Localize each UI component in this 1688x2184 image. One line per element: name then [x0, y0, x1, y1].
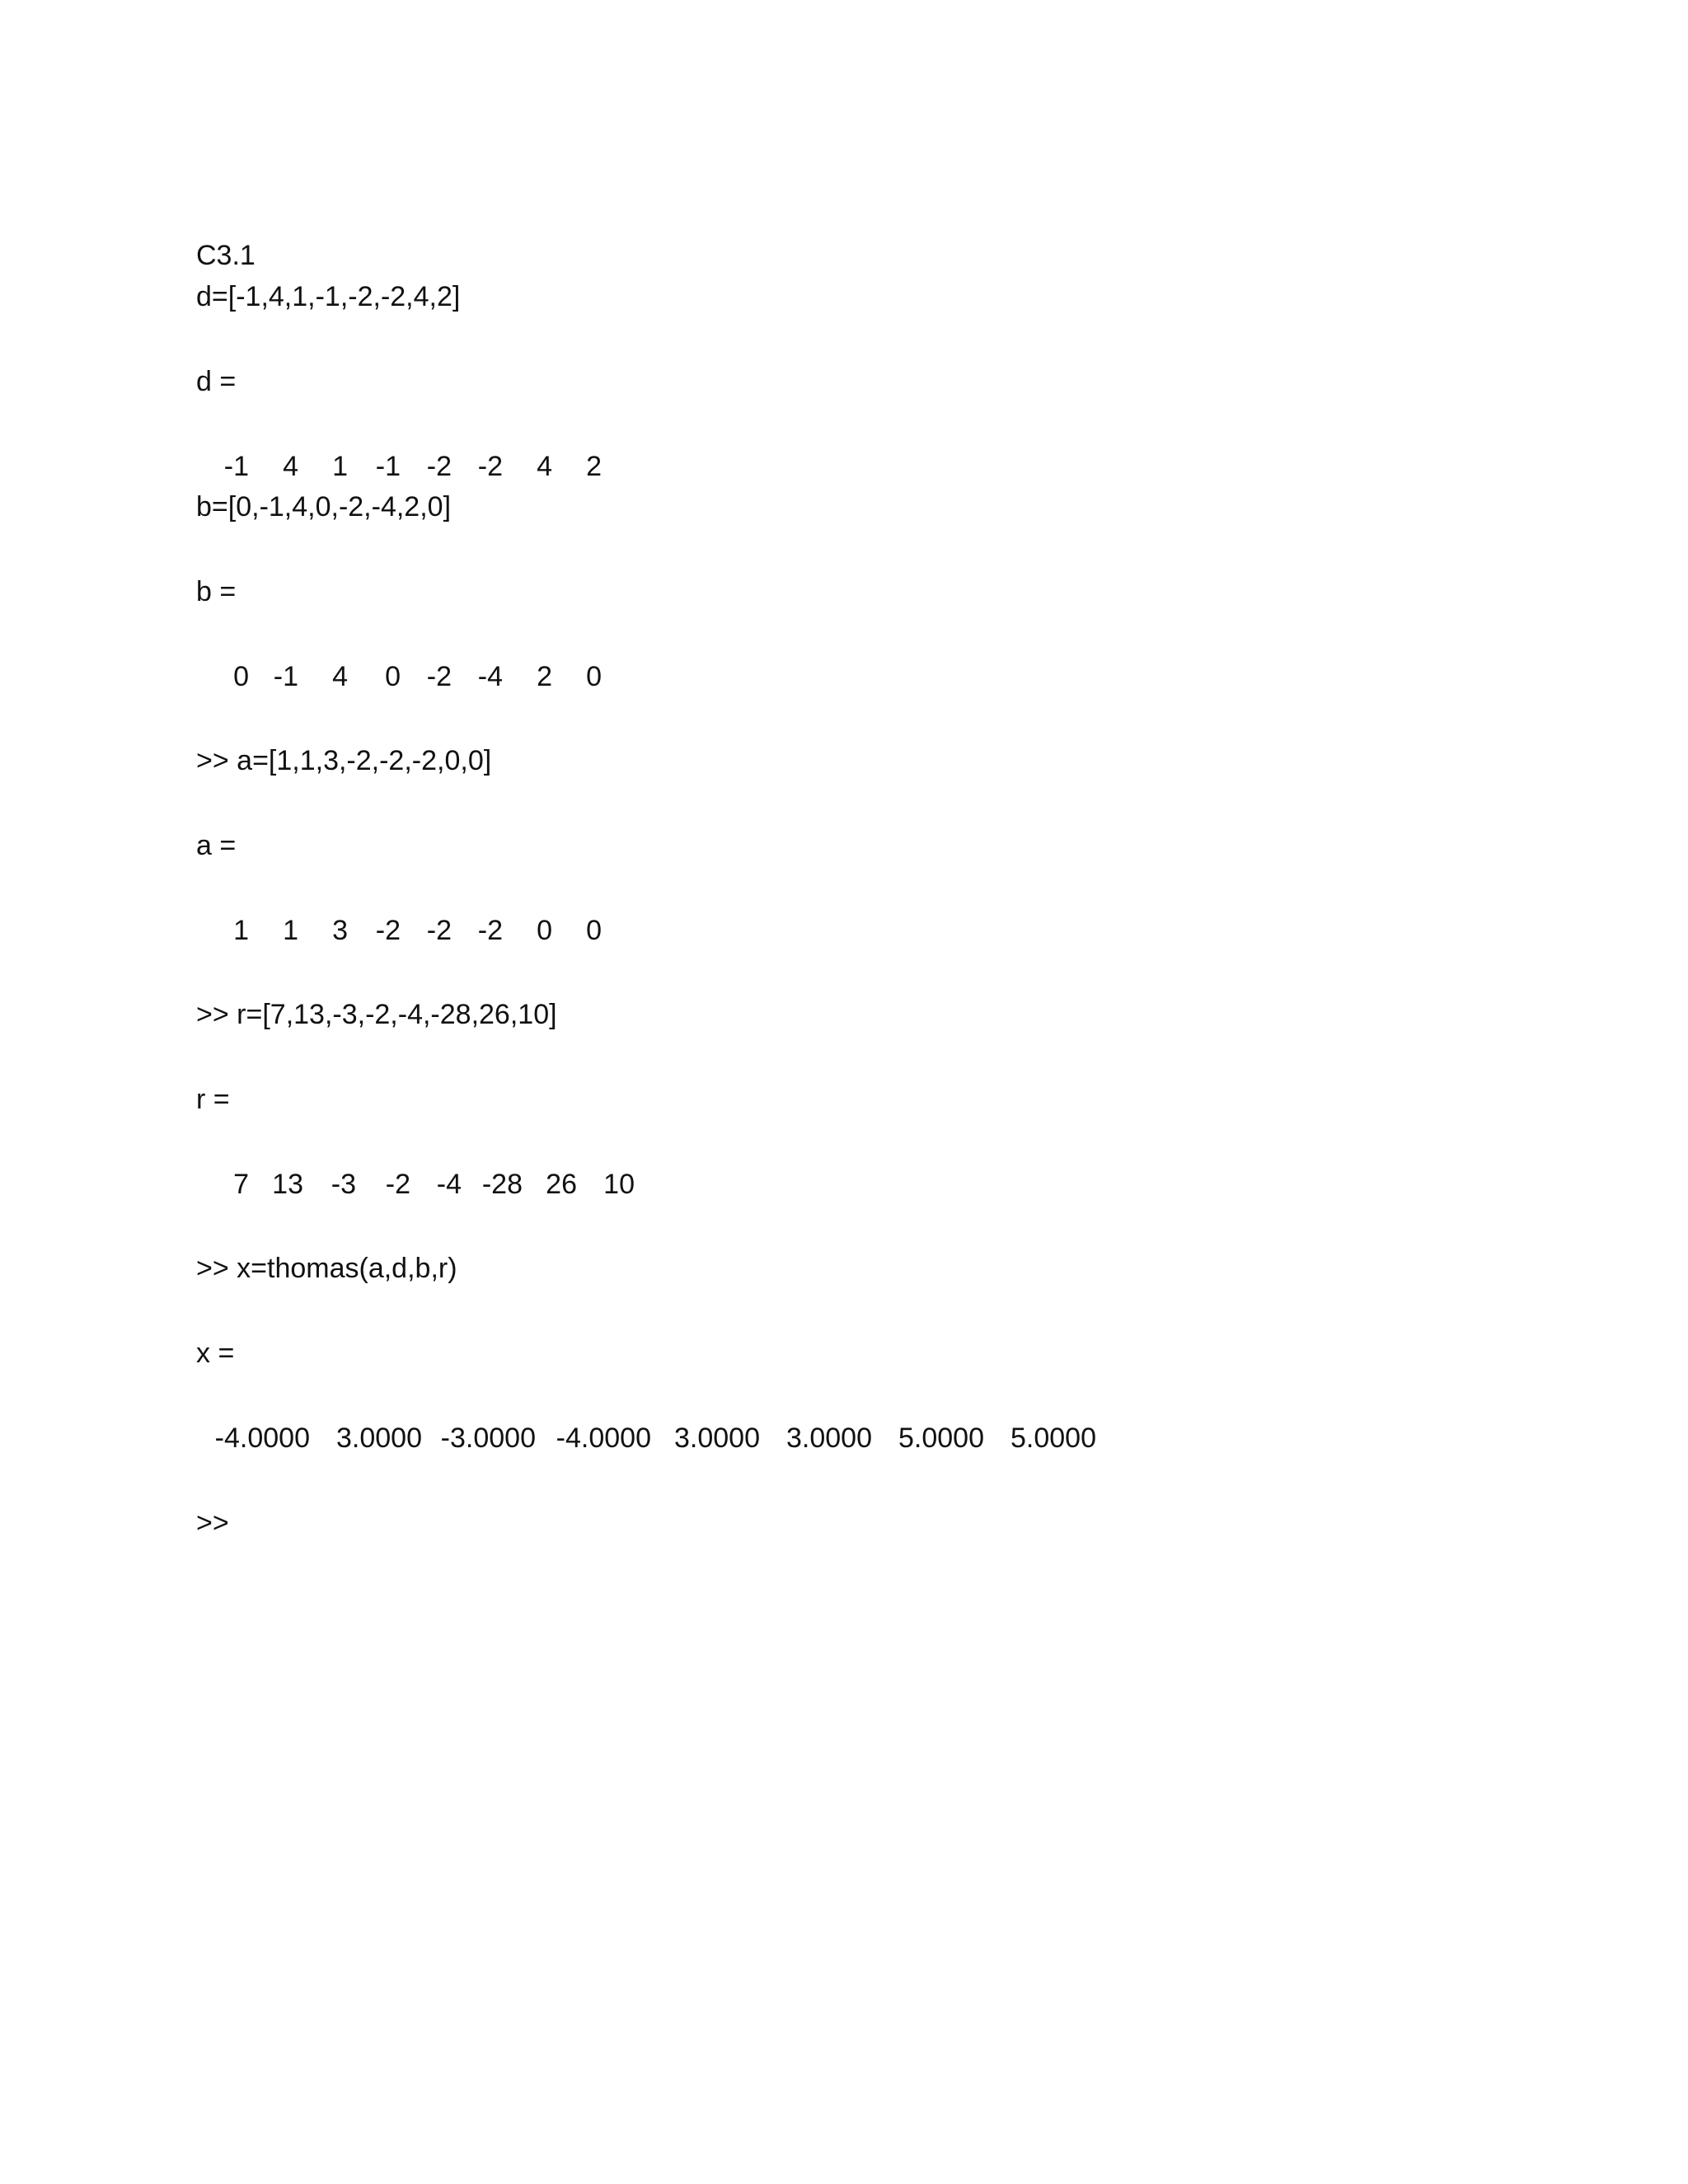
value: 26	[546, 1169, 577, 1200]
value: 10	[603, 1169, 635, 1200]
value: 5.0000	[898, 1422, 984, 1454]
value: -2	[477, 915, 503, 946]
value: -1	[375, 451, 401, 482]
command-line: d=[-1,4,1,-1,-2,-2,4,2]	[196, 281, 461, 312]
value: -3.0000	[440, 1422, 536, 1454]
command-line: >> x=thomas(a,d,b,r)	[196, 1253, 457, 1284]
output-values-row	[0, 1422, 1688, 1455]
value: 4	[283, 451, 298, 482]
value: -2	[426, 661, 452, 692]
value: 0	[233, 661, 249, 692]
output-label: b =	[196, 576, 237, 607]
value: -4.0000	[556, 1422, 651, 1454]
value: -2	[477, 451, 503, 482]
output-values-row	[0, 914, 1688, 947]
value: -1	[273, 661, 298, 692]
value: 3.0000	[674, 1422, 760, 1454]
value: 1	[283, 915, 298, 946]
value: 1	[332, 451, 348, 482]
value: 3.0000	[786, 1422, 872, 1454]
value: 7	[233, 1169, 249, 1200]
value: 0	[586, 915, 602, 946]
command-prompt: >>	[196, 1507, 229, 1539]
value: -2	[426, 915, 452, 946]
value: -2	[385, 1169, 410, 1200]
value: 3.0000	[336, 1422, 422, 1454]
value: -2	[375, 915, 401, 946]
output-values-row	[0, 660, 1688, 693]
value: -28	[481, 1169, 523, 1200]
value: 0	[385, 661, 401, 692]
output-values-row	[0, 450, 1688, 483]
value: 5.0000	[1010, 1422, 1096, 1454]
value: 4	[537, 451, 552, 482]
value: -4.0000	[214, 1422, 310, 1454]
value: 2	[537, 661, 552, 692]
value: -1	[223, 451, 249, 482]
value: 13	[272, 1169, 303, 1200]
value: -4	[477, 661, 503, 692]
command-line: >> a=[1,1,3,-2,-2,-2,0,0]	[196, 745, 492, 776]
value: 1	[233, 915, 249, 946]
output-label: r =	[196, 1084, 230, 1115]
value: 0	[586, 661, 602, 692]
command-line: >> r=[7,13,-3,-2,-4,-28,26,10]	[196, 999, 557, 1030]
output-label: x =	[196, 1338, 235, 1369]
value: -3	[331, 1169, 356, 1200]
command-line: b=[0,-1,4,0,-2,-4,2,0]	[196, 491, 452, 523]
output-label: a =	[196, 830, 237, 861]
value: 3	[332, 915, 348, 946]
heading: C3.1	[196, 240, 256, 271]
value: 0	[537, 915, 552, 946]
value: 4	[332, 661, 348, 692]
value: -2	[426, 451, 452, 482]
output-values-row	[0, 1168, 1688, 1201]
output-label: d =	[196, 366, 237, 397]
value: -4	[436, 1169, 462, 1200]
value: 2	[586, 451, 602, 482]
